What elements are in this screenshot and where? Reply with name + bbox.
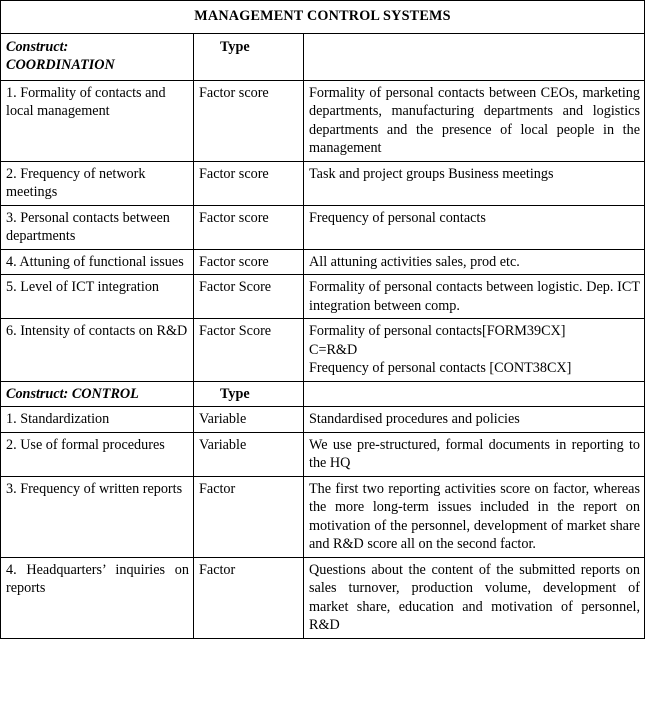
row-type: Factor score (194, 80, 304, 161)
row-name: 2. Use of formal procedures (1, 432, 194, 476)
empty-header-cell (304, 33, 645, 80)
table-row (1, 407, 645, 433)
table-row (1, 476, 645, 557)
section-header-coordination (1, 33, 645, 80)
row-name: 2. Frequency of network meetings (1, 161, 194, 205)
row-type: Variable (194, 407, 304, 433)
row-desc: Frequency of personal contacts (304, 205, 645, 249)
row-desc: We use pre-structured, formal documents in reporting to the HQ (304, 432, 645, 476)
row-type: Factor Score (194, 319, 304, 382)
type-header: Type (194, 33, 304, 80)
type-header: Type (194, 381, 304, 407)
row-type: Factor Score (194, 275, 304, 319)
row-name: 4. Headquarters’ inquiries on reports (1, 557, 194, 638)
row-name: 5. Level of ICT integration (1, 275, 194, 319)
empty-header-cell (304, 381, 645, 407)
table-row (1, 275, 645, 319)
row-name: 4. Attuning of functional issues (1, 249, 194, 275)
row-type: Factor score (194, 249, 304, 275)
table-row (1, 319, 645, 382)
desc-line: Frequency of personal contacts [CONT38CX] (309, 360, 572, 376)
row-type: Factor (194, 557, 304, 638)
row-name: 1. Formality of contacts and local management (1, 80, 194, 161)
row-desc: Questions about the content of the submitted reports on sales turnover, production volume, development of market share, education and motivation of personnel, R&D (304, 557, 645, 638)
row-desc (304, 319, 645, 382)
row-name: 1. Standardization (1, 407, 194, 433)
row-name: 3. Frequency of written reports (1, 476, 194, 557)
desc-line: Formality of personal contacts[FORM39CX] (309, 323, 566, 339)
desc-line: C=R&D (309, 341, 358, 358)
table-row (1, 432, 645, 476)
row-type: Factor score (194, 205, 304, 249)
table-title: MANAGEMENT CONTROL SYSTEMS (1, 1, 645, 34)
row-desc: Formality of personal contacts between logistic. Dep. ICT integration between comp. (304, 275, 645, 319)
row-desc: Task and project groups Business meetings (304, 161, 645, 205)
construct-name: COORDINATION (6, 57, 115, 73)
table-row (1, 161, 645, 205)
title-row (1, 1, 645, 34)
row-name: 3. Personal contacts between departments (1, 205, 194, 249)
row-desc: The first two reporting activities score on factor, whereas the more long-term issues included in the report on motivation of the personnel, development of market share and R&D score all on the second factor. (304, 476, 645, 557)
table-row (1, 205, 645, 249)
row-desc: All attuning activities sales, prod etc. (304, 249, 645, 275)
row-type: Variable (194, 432, 304, 476)
row-type: Factor (194, 476, 304, 557)
section-header-control (1, 381, 645, 407)
construct-coordination (1, 33, 194, 80)
row-name: 6. Intensity of contacts on R&D (1, 319, 194, 382)
construct-label: Construct: (6, 38, 69, 55)
construct-control: Construct: CONTROL (1, 381, 194, 407)
row-type: Factor score (194, 161, 304, 205)
table-row (1, 80, 645, 161)
row-desc: Standardised procedures and policies (304, 407, 645, 433)
table-row (1, 249, 645, 275)
row-desc: Formality of personal contacts between CEOs, marketing departments, manufacturing departments and logistics departments and the presence of local people in the management (304, 80, 645, 161)
table-row (1, 557, 645, 638)
